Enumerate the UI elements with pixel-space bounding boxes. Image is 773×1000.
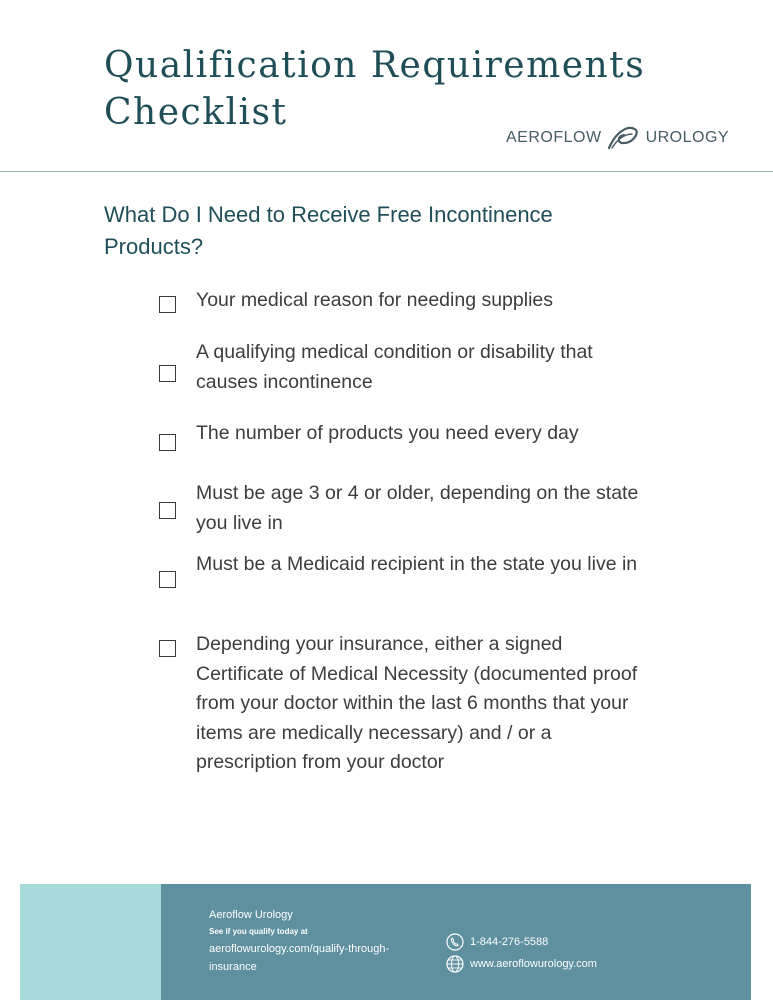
globe-icon — [446, 955, 464, 973]
checklist-item-text: Depending your insurance, either a signed Certificate of Medical Necessity (documented proof from your doctor within the last 6 months that your items are medically necessary) and / or a prescription from your doctor — [196, 633, 638, 773]
footer-cta: See if you qualify today at — [209, 927, 308, 936]
checklist-item — [159, 341, 629, 393]
checkbox[interactable] — [159, 571, 176, 588]
checklist-item-text: Must be age 3 or 4 or older, depending on the state you live in — [196, 482, 639, 534]
footer-phone-number: 1-844-276-5588 — [470, 936, 549, 948]
footer-accent-block — [20, 884, 161, 1000]
aeroflow-urology-logo — [506, 126, 729, 150]
logo-text-aeroflow: AEROFLOW — [506, 129, 602, 146]
checklist-item-text: Must be a Medicaid recipient in the state you live in — [196, 553, 638, 575]
page-title — [104, 42, 664, 136]
logo-swoosh-icon — [606, 126, 640, 150]
checklist-item — [159, 289, 629, 313]
checklist-item-text: A qualifying medical condition or disability that causes incontinence — [196, 341, 593, 393]
footer-website-url: www.aeroflowurology.com — [470, 958, 597, 970]
logo-text-urology: UROLOGY — [645, 129, 730, 146]
checklist-item — [159, 422, 629, 451]
checkbox[interactable] — [159, 434, 176, 451]
footer-phone[interactable] — [446, 933, 548, 951]
footer-website[interactable] — [446, 955, 597, 973]
phone-icon — [446, 933, 464, 951]
title-line-1: Qualification Requirements — [104, 45, 646, 86]
checkbox[interactable] — [159, 502, 176, 519]
checkbox[interactable] — [159, 296, 176, 313]
checklist-item — [159, 482, 639, 534]
footer-brand: Aeroflow Urology — [209, 909, 293, 921]
footer-qualify-link[interactable]: aeroflowurology.com/qualify-through-insurance — [209, 943, 390, 973]
checklist-item — [159, 633, 638, 773]
section-heading: What Do I Need to Receive Free Incontinence Products? — [104, 202, 553, 259]
checklist-item — [159, 553, 638, 588]
header-divider — [0, 171, 773, 172]
title-line-2: Checklist — [104, 92, 288, 133]
checklist-item-text: Your medical reason for needing supplies — [196, 289, 554, 311]
checklist-item-text: The number of products you need every day — [196, 422, 579, 444]
footer — [20, 884, 751, 1000]
checkbox[interactable] — [159, 365, 176, 382]
checkbox[interactable] — [159, 640, 176, 657]
